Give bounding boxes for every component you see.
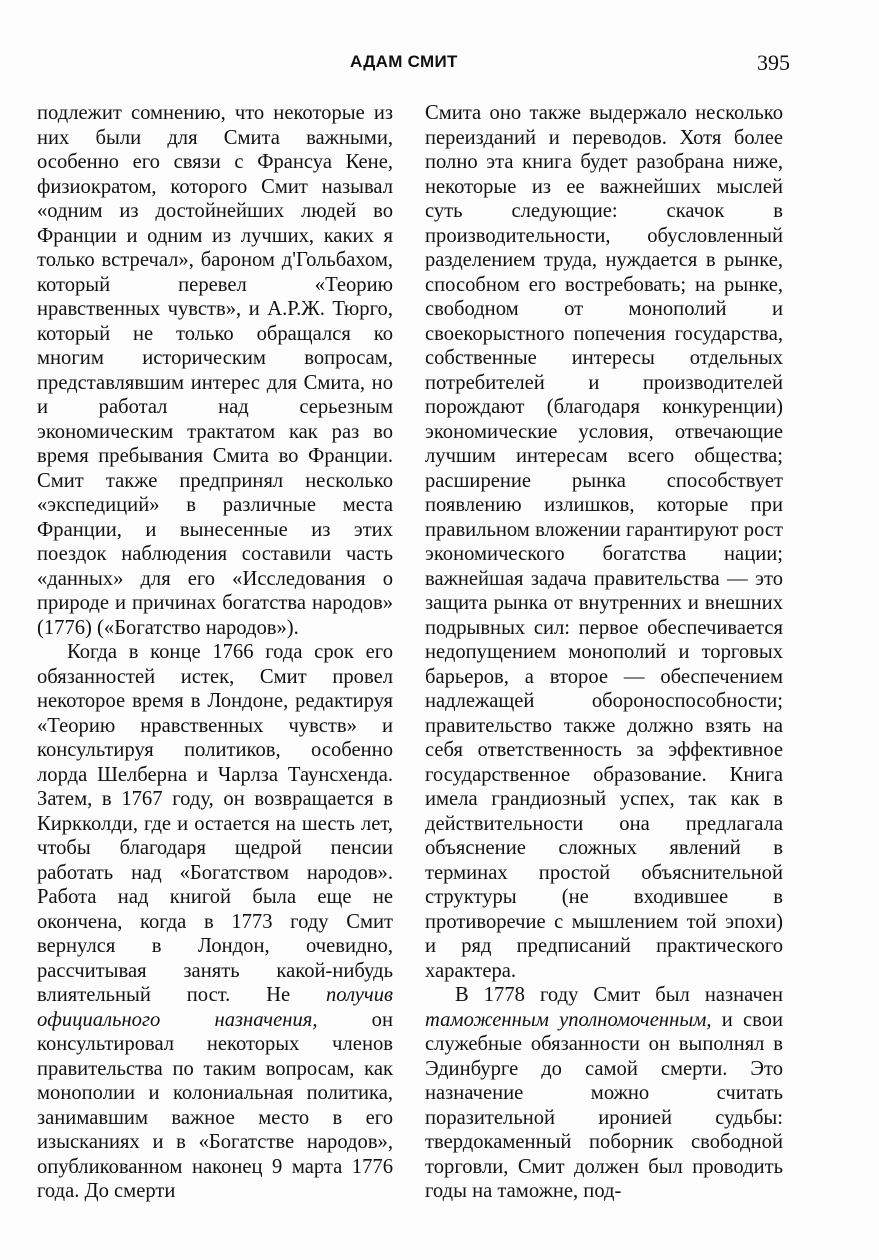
left-paragraph-2-text-b: он консультировал некоторых членов правительства по таким вопросам, как монополии и колониальная политика, занимавшим важное место в его изысканиях и в «Богатстве народов», опубликованном наконец 9 марта 1776 года. До смерти bbox=[37, 1008, 393, 1202]
right-paragraph-2-text-a: В 1778 году Смит был назначен bbox=[455, 984, 783, 1006]
right-paragraph-2-italic: таможенным уполномоченным, bbox=[425, 1008, 712, 1031]
page-number: 395 bbox=[757, 50, 790, 75]
right-column bbox=[425, 101, 783, 1204]
left-column bbox=[37, 101, 393, 1204]
page-header bbox=[30, 50, 790, 80]
left-paragraph-1: подлежит сомнению, что некоторые из них были для Смита важными, особенно его связи с Франсуа Кене, физиократом, которого Смит называл «одним из достойнейших людей во Франции и одним из лучших, каких я только встречал», бароном д'Гольбахом, который перевел «Теорию нравственных чувств», и А.Р.Ж. Тюрго, который не только обращался ко многим историческим вопросам, представлявшим интерес для Смита, но и работал над серьезным экономическим трактатом как раз во время пребывания Смита во Франции. Смит также предпринял несколько «экспедиций» в различные места Франции, и вынесенные из этих поездок наблюдения составили часть «данных» для его «Исследования о природе и причинах богатства народов» (1776) («Богатство народов»). bbox=[37, 102, 393, 639]
left-paragraph-2-text-a: Когда в конце 1766 года срок его обязанностей истек, Смит провел некоторое время в Лондоне, редактируя «Теорию нравственных чувств» и консультируя политиков, особенно лорда Шелберна и Чарлза Таунсхенда. Затем, в 1767 году, он возвращается в Киркколди, где и остается на шесть лет, чтобы благодаря щедрой пенсии работать над «Богатством народов». Работа над книгой была еще не окончена, когда в 1773 году Смит вернулся в Лондон, очевидно, рассчитывая занять какой-нибудь влиятельный пост. Не bbox=[37, 641, 393, 1006]
running-title: АДАМ СМИТ bbox=[350, 52, 458, 71]
right-paragraph-2 bbox=[425, 983, 783, 1204]
left-paragraph-2 bbox=[37, 640, 393, 1204]
right-paragraph-2-text-b: и свои служебные обязанности он выполнял в Эдинбурге до самой смерти. Это назначение можно считать поразительной иронией судьбы: твердокаменный поборник свободной торговли, Смит должен был проводить годы на таможне, под- bbox=[425, 1008, 784, 1202]
left-paragraph-2-italic: получив официального назначения, bbox=[37, 984, 393, 1031]
right-paragraph-1: Смита оно также выдержало несколько переизданий и переводов. Хотя более полно эта книга будет разобрана ниже, некоторые из ее важнейших мыслей суть следующие: скачок в производительности, обусловленный разделением труда, нуждается в рынке, способном его востребовать; на рынке, свободном от монополий и своекорыстного попечения государства, собственные интересы отдельных потребителей и производителей порождают (благодаря конкуренции) экономические условия, отвечающие лучшим интересам всего общества; расширение рынка способствует появлению излишков, которые при правильном вложении гарантируют рост экономического богатства нации; важнейшая задача правительства — это защита рынка от внутренних и внешних подрывных сил: первое обеспечивается недопущением монополий и торговых барьеров, а второе — обеспечением надлежащей обороноспособности; правительство также должно взять на себя ответственность за эффективное государственное образование. Книга имела грандиозный успех, так как в действительности она предлагала объяснение сложных явлений в терминах простой объяснительной структуры (не входившее в противоречие с мышлением той эпохи) и ряд предписаний практического характера. bbox=[425, 102, 783, 982]
